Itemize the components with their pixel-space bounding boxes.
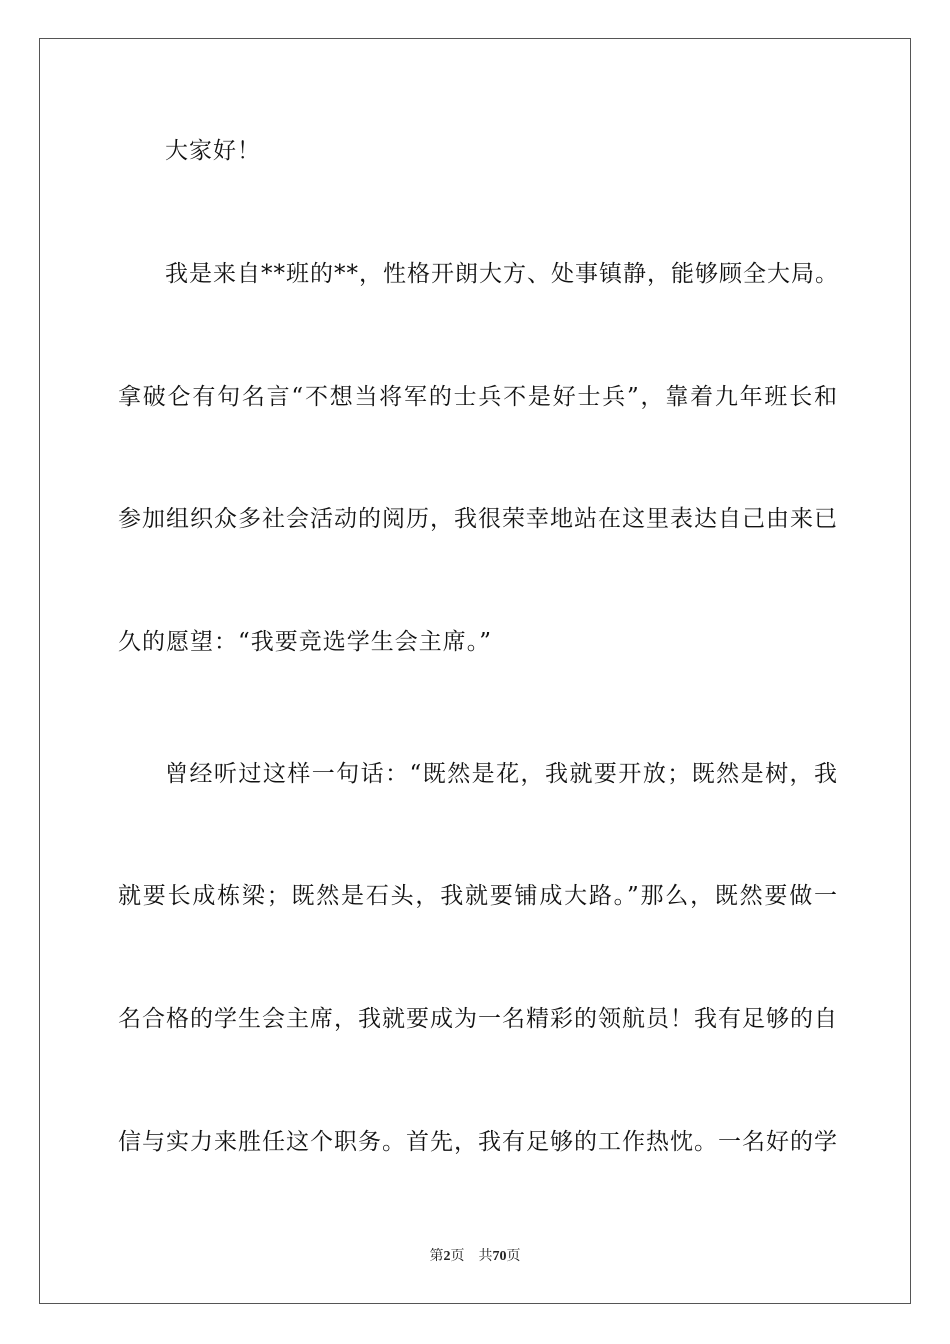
text-line: 参加组织众多社会活动的阅历，我很荣幸地站在这里表达自己由来已 — [118, 506, 838, 532]
page-footer — [0, 1248, 950, 1266]
page-prefix: 第 — [429, 1249, 444, 1264]
total-suffix: 页 — [506, 1249, 521, 1264]
text-line: 信与实力来胜任这个职务。首先，我有足够的工作热忱。一名好的学 — [118, 1129, 838, 1155]
total-pages: 70 — [492, 1249, 507, 1264]
text-line: 拿破仑有句名言“不想当将军的士兵不是好士兵”，靠着九年班长和 — [118, 384, 838, 410]
text-line: 名合格的学生会主席，我就要成为一名精彩的领航员！我有足够的自 — [118, 1006, 838, 1032]
text-line: 我是来自**班的**，性格开朗大方、处事镇静，能够顾全大局。 — [165, 261, 839, 287]
text-line-greeting: 大家好！ — [165, 138, 261, 164]
text-line: 曾经听过这样一句话：“既然是花，我就要开放；既然是树，我 — [165, 761, 838, 787]
page-suffix: 页 — [450, 1249, 465, 1264]
text-line: 久的愿望：“我要竞选学生会主席。” — [118, 629, 493, 655]
page-border — [39, 38, 911, 1304]
total-prefix: 共 — [478, 1249, 493, 1264]
text-line: 就要长成栋梁；既然是石头，我就要铺成大路。”那么，既然要做一 — [118, 883, 838, 909]
page-number: 2 — [443, 1249, 451, 1264]
